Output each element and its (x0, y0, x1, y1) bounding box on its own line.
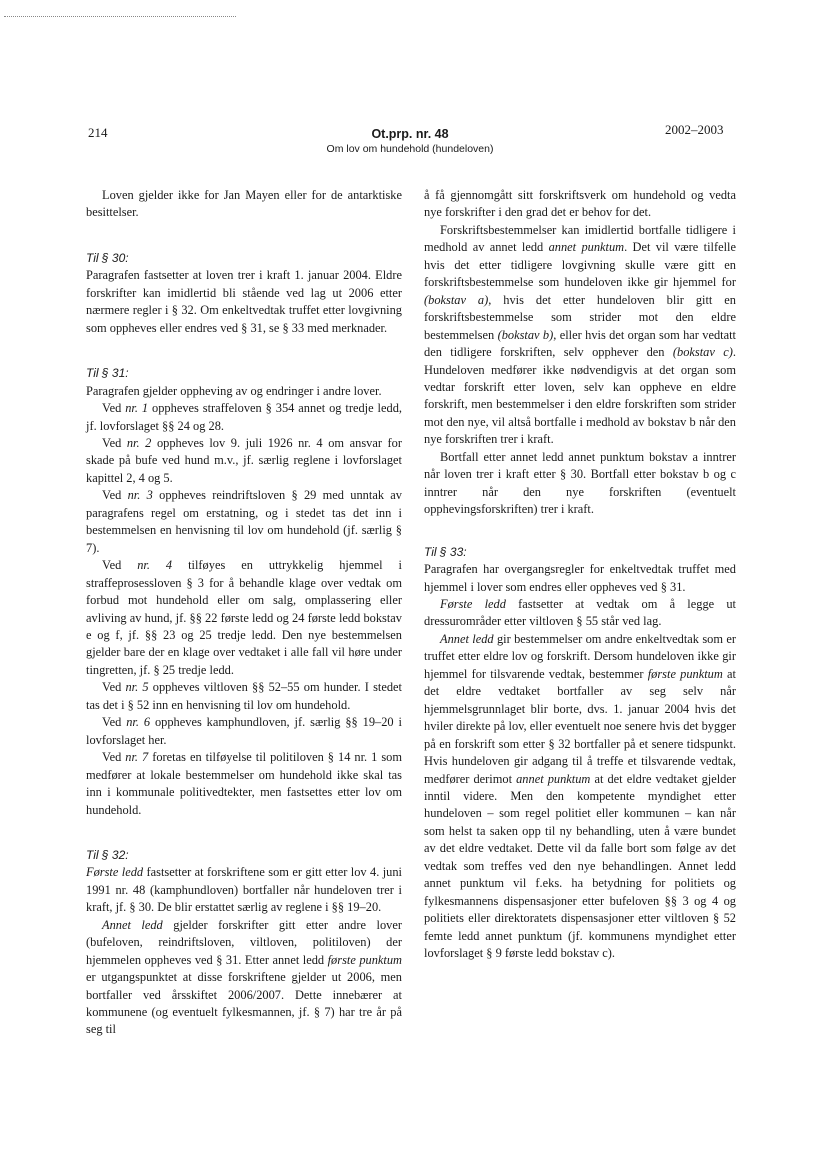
s31-paragraph: Paragrafen gjelder oppheving av og endringer i andre lover. (86, 383, 382, 398)
s31-item-6: Ved nr. 6 oppheves kamphundloven, jf. særlig §§ 19–20 i lovforslaget her. (86, 715, 402, 747)
s31-item-4: Ved nr. 4 tilføyes en uttrykkelig hjemmel i straffeprosessloven § 3 for å behandle klage over vedtak om forbud mot hundehold eller om salg, omplassering eller avliving av hund, jf. §§ 22 første ledd og 24 første ledd bokstav e og f, jf. §§ 23 og 25 tredje ledd. Den nye bestemmelsen gjelder bare der en klage over vedtaket i alle fall vil høre under tingretten, jf. § 25 tredje ledd. (86, 558, 402, 677)
session-year: 2002–2003 (665, 122, 724, 137)
s30-paragraph: Paragrafen fastsetter at loven trer i kraft 1. januar 2004. Eldre forskrifter kan imidlertid bli stående ved lag ut 2006 etter nærmere regler i § 32. Om enkeltvedtak truffet etter lovgivning som oppheves eller endres ved § 31, se § 33 med merknader. (86, 268, 402, 335)
s31-item-7: Ved nr. 7 foretas en tilføyelse til politiloven § 14 nr. 1 som medfører at lokale bestemmelser om hundehold ikke skal tas inn i kommunale politivedtekter, men fastsettes etter lov om hundehold. (86, 750, 402, 817)
s32-paragraph-2: Annet ledd gjelder forskrifter gitt etter andre lover (bufeloven, reindriftsloven, viltloven, politiloven) der hjemmelen oppheves ved § 31. Etter annet ledd første punktum er utgangspunktet at disse forskriftene gjelder ut 2006, men bortfaller ved årsskiftet 2006/2007. Dette innebærer at kommunene (og eventuelt fylkesmannen, jf. § 7) har tre år på seg til (86, 917, 402, 1037)
continued-paragraph: å få gjennomgått sitt forskriftsverk om hundehold og vedta nye forskrifter i den grad det er behov for det. (424, 188, 736, 220)
section-heading-32: Til § 32: (86, 847, 129, 862)
bortfall-timing-paragraph: Bortfall etter annet ledd annet punktum bokstav a inntrer når loven trer i kraft etter § 30. Bortfall etter bokstav b og c inntrer når den nye forskriften (eventuelt opphevingsforskriften) trer i kraft. (424, 449, 736, 517)
s33-paragraph-3: Annet ledd gir bestemmelser om andre enkeltvedtak som er truffet etter eldre lov og forskrift. Dersom hundeloven ikke gir hjemmel for tilsvarende vedtak, bestemmer første punktum at det eldre vedtaket bortfaller av seg selv når hjemmelsgrunnlaget blir borte, dvs. 1. januar 2004 hvis det hviler direkte på lov, eller eventuelt noe senere hvis det bygger på en forskrift som etter § 32 bortfaller på et senere tidspunkt. Hvis hundeloven gir adgang til å treffe et tilsvarende vedtak, medfører derimot annet punktum at det eldre vedtaket gjelder inntil videre. Men den kompetente myndighet etter hundeloven – som regel politiet eller kommunen – kan når som helst ta saken opp til ny behandling, uten å være bundet av det eldre vedtaket. Dette vil da falle bort som følge av det vedtak som treffes ved den nye behandlingen. Annet ledd annet punktum vil f.eks. ha betydning for politiets og fylkesmannens dispensasjoner etter bufeloven §§ 3 og 4 og politiets eller direktoratets dispensasjoner etter viltloven § 52 femte ledd annet punktum (jf. kommunens myndighet etter lovforslaget § 9 første ledd bokstav c). (424, 631, 736, 961)
document-title: Ot.prp. nr. 48 (371, 127, 449, 141)
scan-artifact-line (4, 16, 236, 17)
s31-item-2: Ved nr. 2 oppheves lov 9. juli 1926 nr. 4 om ansvar for skade på bufe ved hund m.v., jf. særlig reglene i lovforslaget kapittel 2, 4 og 5. (86, 435, 402, 485)
section-heading-30: Til § 30: (86, 250, 129, 265)
right-column (424, 187, 736, 962)
s33-paragraph-1: Paragrafen har overgangsregler for enkeltvedtak truffet med hjemmel i lover som endres eller oppheves ved § 31. (424, 562, 736, 594)
s31-item-3: Ved nr. 3 oppheves reindriftsloven § 29 med unntak av paragrafens regel om erstatning, og i stedet tas det inn i bestemmelsen en henvisning til lov om hundehold (jf. særlig § 7). (86, 488, 403, 555)
section-heading-31: Til § 31: (86, 366, 129, 381)
document-subtitle: Om lov om hundehold (hundeloven) (326, 143, 494, 155)
section-heading-33: Til § 33: (424, 544, 467, 559)
left-column (86, 187, 402, 1039)
running-header (300, 127, 520, 155)
bortfall-paragraph: Forskriftsbestemmelser kan imidlertid bortfalle tidligere i medhold av annet ledd annet punktum. Det vil være tilfelle hvis det etter tidligere lovgivning skulle være gitt en forskriftsbestemmelse som hundeloven ikke gir hjemmel for (bokstav a), hvis det etter hundeloven blir gitt en forskriftsbestemmelse som strider mot den eldre bestemmelsen (bokstav b), eller hvis det organ som har vedtatt den tidligere forskriften, selv opphever den (bokstav c). Hundeloven medfører ikke nødvendigvis at det organ som vedtar forskrift etter loven, selv kan oppheve en eldre forskrift, men bestemmelser i den eldre forskriften som strider mot den nye, vil altså bortfalle i medhold av bokstav b når den nye forskriften trer i kraft. (424, 222, 736, 447)
page-number: 214 (88, 125, 108, 140)
s31-item-5: Ved nr. 5 oppheves viltloven §§ 52–55 om hunder. I stedet tas det i § 52 inn en henvisning til lov om hundehold. (86, 680, 402, 712)
s33-paragraph-2: Første ledd fastsetter at vedtak om å legge ut dressurområder etter viltloven § 55 står ved lag. (424, 596, 737, 629)
s31-item-1: Ved nr. 1 oppheves straffeloven § 354 annet og tredje ledd, jf. lovforslaget §§ 24 og 28. (86, 401, 402, 433)
s32-paragraph-1: Første ledd fastsetter at forskriftene som er gitt etter lov 4. juni 1991 nr. 48 (kamphundloven) bortfaller når hundeloven trer i kraft, jf. § 30. De blir erstattet særlig av reglene i §§ 19–20. (86, 865, 403, 915)
intro-paragraph: Loven gjelder ikke for Jan Mayen eller for de antarktiske besittelser. (86, 188, 402, 220)
